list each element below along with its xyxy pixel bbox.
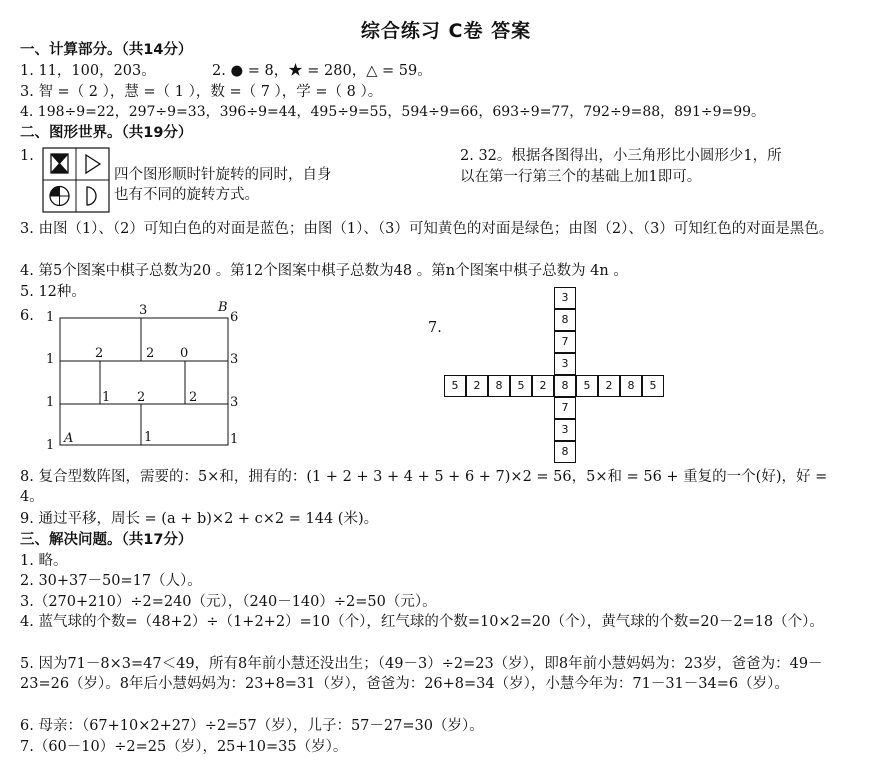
s2-item8: 8. 复合型数阵图，需要的：5×和，拥有的：(1 + 2 + 3 + 4 + 5 + 6 + 7)×2 = 56，5×和 = 56 + 重复的一个(好)，好 = 4。	[20, 469, 828, 505]
s2-item2-line2: 以在第一行第三个的基础上加1即可。	[460, 169, 702, 185]
grid-r3-b: 2	[137, 390, 146, 405]
grid-left-3: 1	[46, 395, 55, 410]
cross-row-cell-6: 8	[554, 375, 576, 397]
cross-row-cell-10: 5	[642, 375, 664, 397]
cross-row-cell-4: 5	[510, 375, 532, 397]
s3-item2: 2. 30+37－50=17（人）。	[20, 573, 202, 589]
cross-top-cell-3: 7	[554, 331, 576, 353]
s2-item4: 4. 第5个图案中棋子总数为20 。第12个图案中棋子总数为48 。第n个图案中棋子总数为 4n 。	[20, 263, 628, 279]
s1-answer-3: 3. 智 =（ 2 ），慧 =（ 1 ），数 =（ 7 ），学 =（ 8 ）。	[20, 84, 383, 100]
cross-row-cell-7: 5	[576, 375, 598, 397]
s2-item3: 3. 由图（1）、（2）可知白色的对面是蓝色；由图（1）、（3）可知黄色的对面是绿色；由图（2）、（3）可知红色的对面是黑色。	[20, 221, 834, 237]
cross-top-cell-2: 8	[554, 309, 576, 331]
s1-answer-1: 1. 11，100，203。	[20, 63, 156, 79]
grid-right-4: 1	[230, 432, 239, 447]
cross-row-cell-2: 2	[466, 375, 488, 397]
grid-r2-a: 2	[95, 346, 104, 361]
section3-heading: 三、解决问题。（共17分）	[20, 532, 193, 548]
grid-right-1: 6	[230, 310, 239, 325]
cross-bottom-cell-2: 3	[554, 419, 576, 441]
grid-right-2: 3	[230, 352, 239, 367]
cross-top-cell-4: 3	[554, 353, 576, 375]
grid-corner-b: B	[218, 300, 228, 315]
s2-item1-text-line1: 四个图形顺时针旋转的同时，自身	[114, 167, 332, 183]
s2-item7-number: 7.	[428, 320, 442, 336]
cross-row-cell-5: 2	[532, 375, 554, 397]
s2-item5: 5. 12种。	[20, 284, 86, 300]
cross-bottom-cell-1: 7	[554, 397, 576, 419]
s2-item1-number: 1.	[20, 148, 34, 164]
section1-heading: 一、计算部分。（共14分）	[20, 42, 193, 58]
grid-right-3: 3	[230, 395, 239, 410]
cross-top-cell-1: 3	[554, 287, 576, 309]
s2-item1-text-line2: 也有不同的旋转方式。	[114, 187, 259, 203]
cross-row-cell-9: 8	[620, 375, 642, 397]
grid-r3-a: 1	[102, 390, 111, 405]
grid-r2-c: 0	[180, 346, 189, 361]
s3-item1: 1. 略。	[20, 553, 68, 569]
cross-number-figure	[444, 287, 666, 463]
grid-left-2: 1	[46, 352, 55, 367]
s2-item6-number: 6.	[20, 308, 34, 324]
s3-item4: 4. 蓝气球的个数=（48+2）÷（1+2+2）=10（个），红气球的个数=10×2=20（个），黄气球的个数=20－2=18（个）。	[20, 614, 824, 630]
cross-bottom-cell-3: 8	[554, 441, 576, 463]
s3-item6: 6. 母亲：（67+10×2+27）÷2=57（岁），儿子：57－27=30（岁）。	[20, 718, 484, 734]
s2-item9: 9. 通过平移，周长 = (a + b)×2 + c×2 = 144 (米)。	[20, 511, 379, 527]
grid-top-label: 3	[139, 303, 148, 318]
grid-left-4: 1	[46, 438, 55, 453]
grid-r2-b: 2	[146, 346, 155, 361]
number-grid-figure	[40, 300, 250, 460]
cross-row-cell-8: 2	[598, 375, 620, 397]
cross-row-cell-1: 5	[444, 375, 466, 397]
s1-answer-2: 2. ● = 8，★ = 280，△ = 59。	[212, 63, 432, 79]
cross-row-cell-3: 8	[488, 375, 510, 397]
s3-item5: 5. 因为71－8×3=47＜49，所有8年前小慧还没出生；（49－3）÷2=23（岁），即8年前小慧妈妈为：23岁，爸爸为：49－23=26（岁）。8年后小慧妈妈为：23+8=31（岁），爸爸为：26+8=34（岁），小慧今年为：71－31－34=6（岁）。	[20, 656, 823, 692]
s1-answer-4: 4. 198÷9=22，297÷9=33，396÷9=44，495÷9=55，594÷9=66，693÷9=77，792÷9=88，891÷9=99。	[20, 104, 766, 120]
s3-item7: 7.（60－10）÷2=25（岁），25+10=35（岁）。	[20, 739, 348, 755]
grid-r4: 1	[144, 430, 153, 445]
s2-item2-line1: 2. 32。根据各图得出，小三角形比小圆形少1，所	[460, 148, 782, 164]
s3-item3: 3.（270+210）÷2=240（元），（240－140）÷2=50（元）。	[20, 594, 437, 610]
section2-heading: 二、图形世界。（共19分）	[20, 125, 193, 141]
grid-left-1: 1	[46, 310, 55, 325]
rotation-figure	[42, 147, 110, 213]
grid-corner-a: A	[64, 431, 74, 446]
grid-r3-c: 2	[189, 390, 198, 405]
page-title: 综合练习 C卷 答案	[360, 20, 532, 42]
